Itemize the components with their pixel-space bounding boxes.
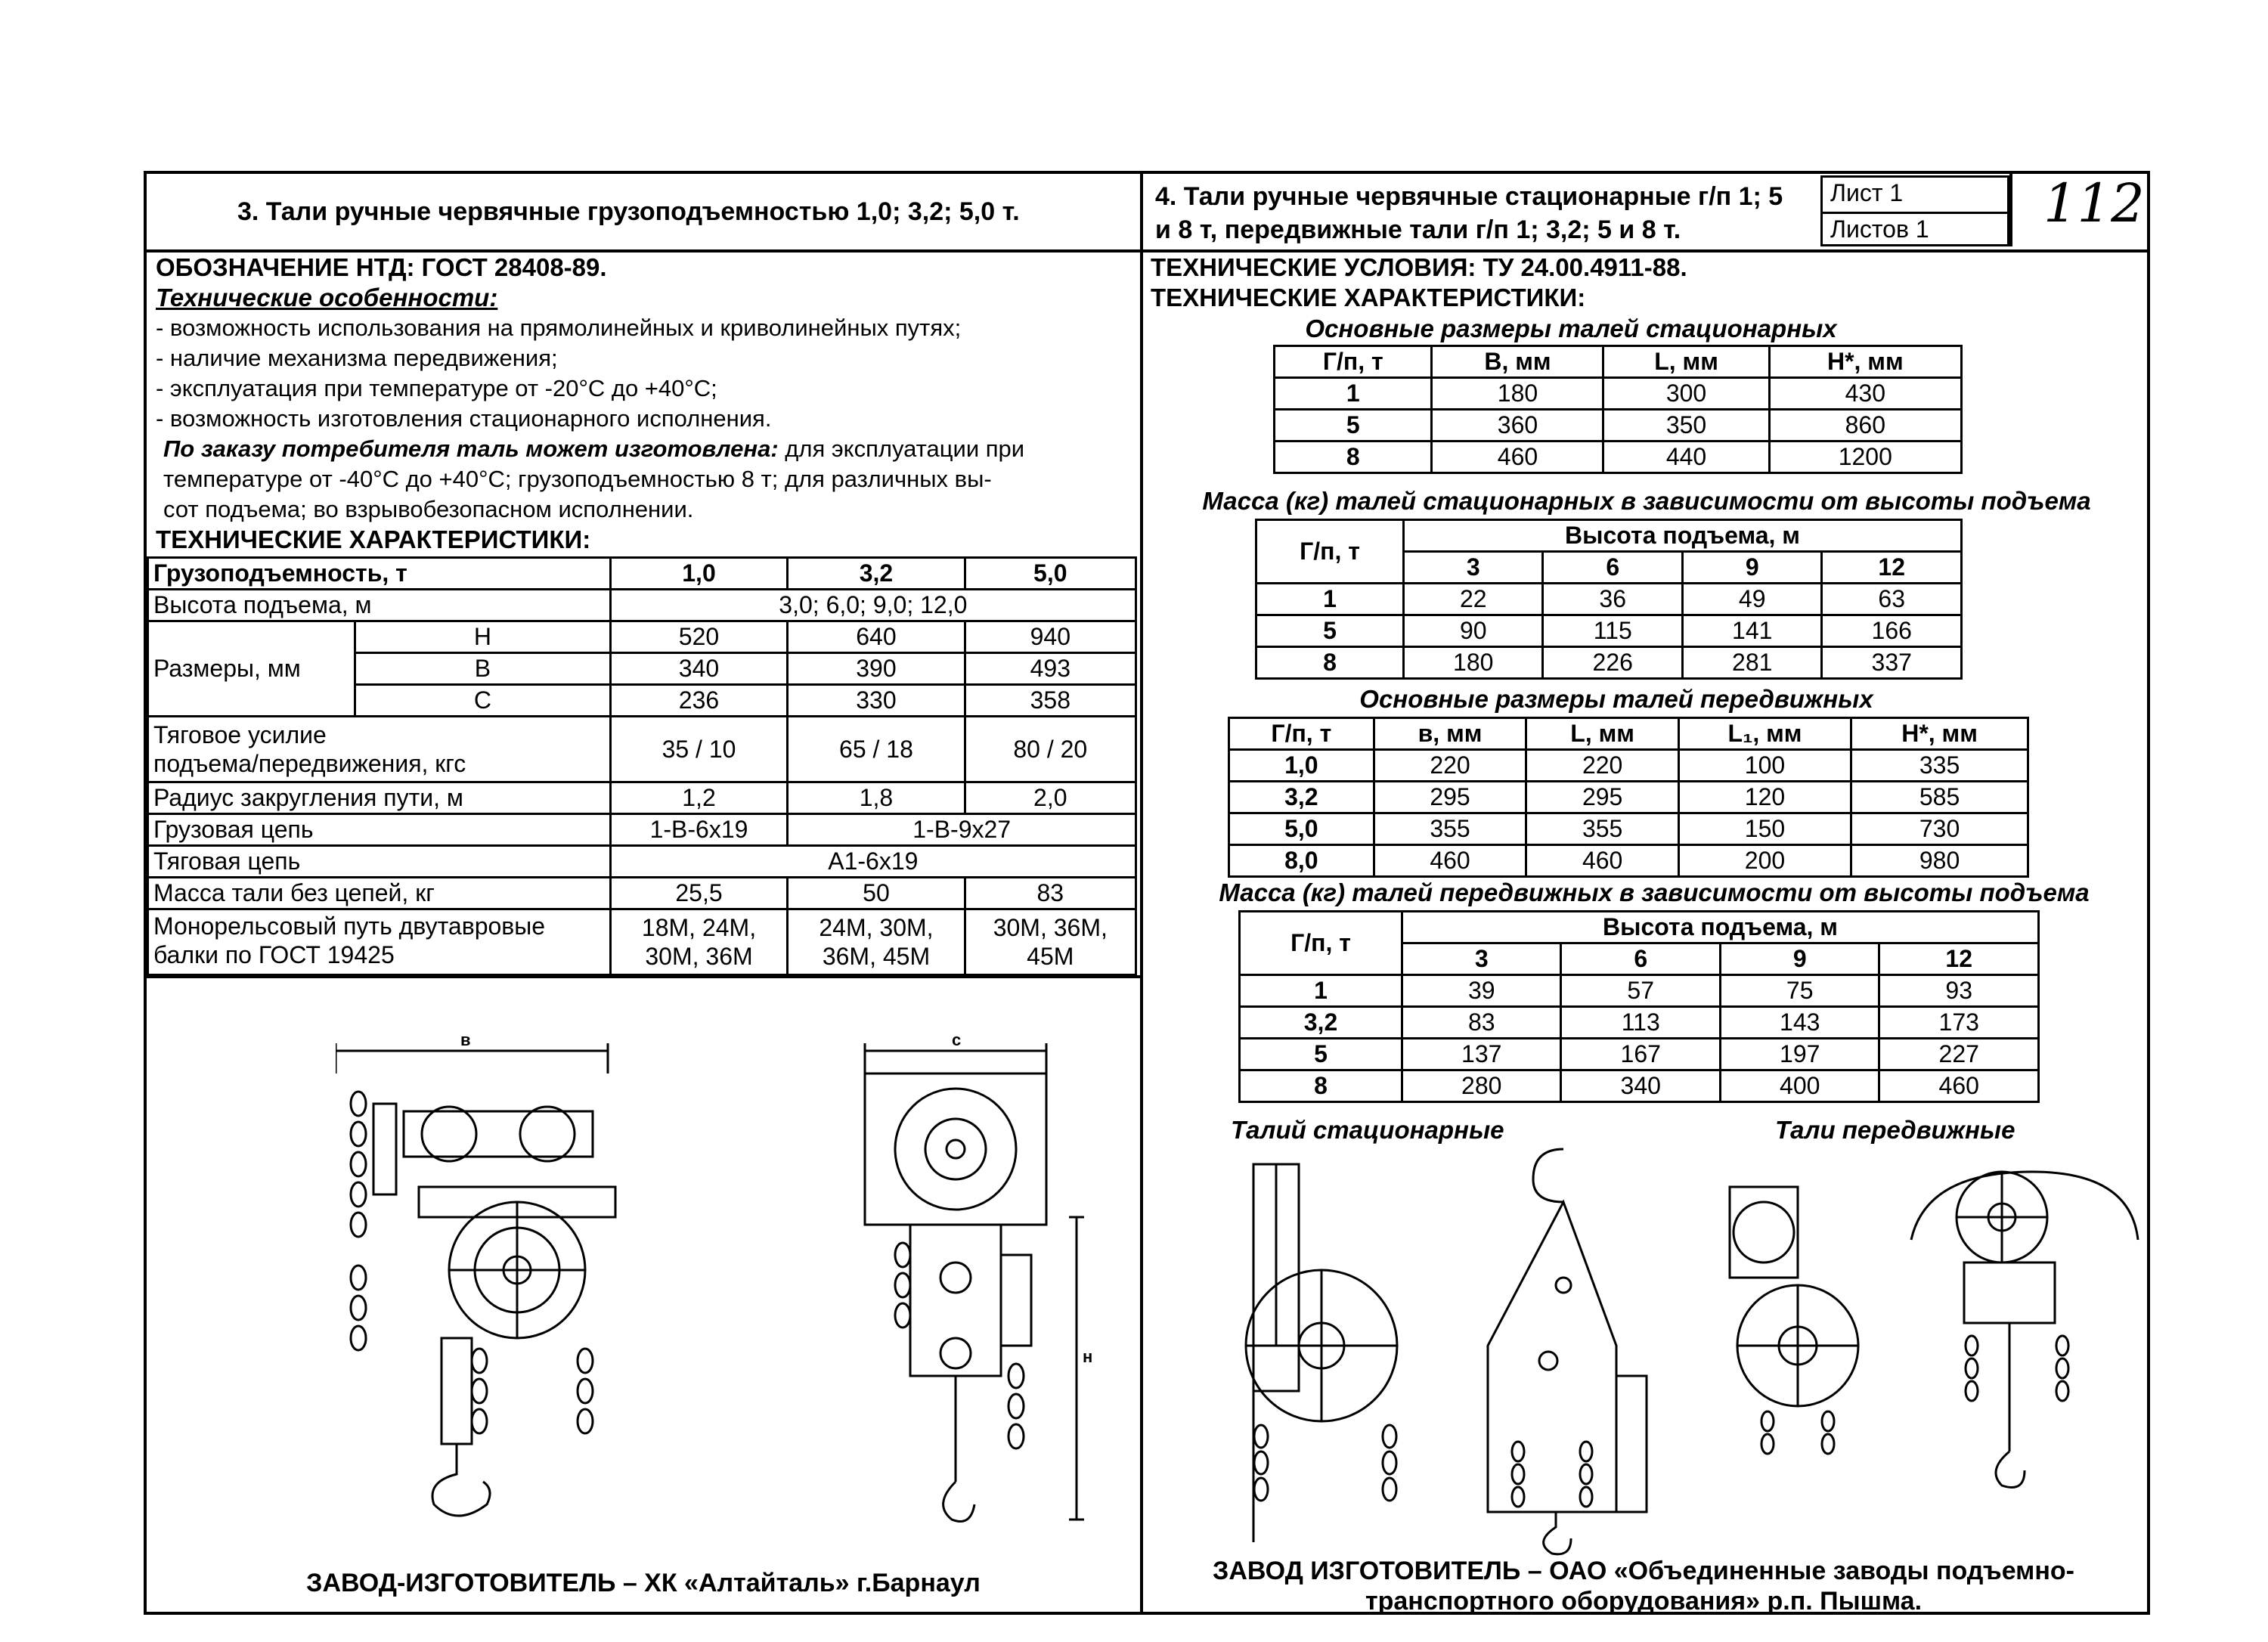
table-row: 8 180 226 281 337 bbox=[1256, 647, 1962, 679]
features-heading: Технические особенности: bbox=[156, 283, 498, 311]
left-footer: ЗАВОД-ИЗГОТОВИТЕЛЬ – ХК «Алтайталь» г.Барнаул bbox=[306, 1569, 981, 1597]
chain-center bbox=[472, 1349, 593, 1433]
head-1: 1,0 bbox=[610, 558, 788, 590]
table-row: 1 22 36 49 63 bbox=[1256, 584, 1962, 615]
t3-caption: Основные размеры талей передвижных bbox=[1359, 685, 1873, 713]
stationary-hoist-drawing-2 bbox=[1465, 1134, 1692, 1557]
table-row: 8 280 340 400 460 bbox=[1240, 1070, 2039, 1102]
dim-c-label: с bbox=[952, 1030, 962, 1049]
table-row: 1,0 220 220 100 335 bbox=[1229, 750, 2028, 782]
right-column bbox=[1140, 172, 2147, 1616]
order-line-2: температуре от -40°С до +40°С; грузоподъемностью 8 т; для различных вы- bbox=[163, 466, 992, 492]
table-row: Грузовая цепь 1-В-6х19 1-В-9х27 bbox=[148, 814, 1136, 846]
img-caption-stationary: Талий стационарные bbox=[1231, 1116, 1504, 1144]
order-line-3: сот подъема; во взрывобезопасном исполнении. bbox=[163, 496, 694, 522]
document-frame bbox=[144, 171, 2150, 1615]
chain-mobile-2 bbox=[1966, 1336, 2068, 1401]
table-row: 3 6 9 12 bbox=[1256, 552, 1962, 584]
t1-caption: Основные размеры талей стационарных bbox=[1305, 314, 1837, 342]
left-header bbox=[147, 174, 1140, 252]
table-row: 3,2 83 113 143 173 bbox=[1240, 1007, 2039, 1039]
sheet-number: Лист 1 bbox=[1820, 175, 2009, 212]
table-row: Тяговое усилие подъема/передвижения, кгс 35 / 10 65 / 18 80 / 20 bbox=[148, 717, 1136, 782]
table-row: Высота подъема, м 3,0; 6,0; 9,0; 12,0 bbox=[148, 590, 1136, 621]
page-number-handwritten: 112 bbox=[2043, 172, 2145, 234]
table-row bbox=[148, 558, 1136, 590]
table-row: 1 39 57 75 93 bbox=[1240, 975, 2039, 1007]
chain-stationary-2 bbox=[1512, 1442, 1592, 1507]
feature-2: - наличие механизма передвижения; bbox=[156, 345, 558, 371]
chain-stationary bbox=[1254, 1425, 1396, 1501]
drawing-divider bbox=[147, 975, 1140, 978]
table-row: 8,0 460 460 200 980 bbox=[1229, 845, 2028, 877]
feature-4: - возможность изготовления стационарного исполнения. bbox=[156, 405, 772, 432]
table-row: 3,2 295 295 120 585 bbox=[1229, 782, 2028, 813]
stationary-sizes-table bbox=[1273, 345, 1963, 474]
right-specs-heading: ТЕХНИЧЕСКИЕ ХАРАКТЕРИСТИКИ: bbox=[1151, 283, 1586, 311]
left-specs-heading: ТЕХНИЧЕСКИЕ ХАРАКТЕРИСТИКИ: bbox=[156, 525, 591, 553]
t2-caption: Масса (кг) талей стационарных в зависимости от высоты подъема bbox=[1202, 487, 2091, 515]
chain-left bbox=[351, 1092, 366, 1350]
head-capacity: Грузоподъемность, т bbox=[148, 558, 611, 590]
table-row: С 236 330 358 bbox=[148, 685, 1136, 717]
stationary-mass-table bbox=[1255, 519, 1963, 680]
mobile-sizes-table bbox=[1228, 717, 2029, 878]
table-row: Г/п, т В, мм L, мм Н*, мм bbox=[1275, 346, 1962, 378]
table-row: Масса тали без цепей, кг 25,5 50 83 bbox=[148, 878, 1136, 909]
table-row: Размеры, мм Н 520 640 940 bbox=[148, 621, 1136, 653]
head-3: 5,0 bbox=[965, 558, 1136, 590]
feature-3: - эксплуатация при температуре от -20°С до +40°С; bbox=[156, 375, 717, 401]
stationary-hoist-drawing-1 bbox=[1208, 1149, 1450, 1557]
table-row: Радиус закругления пути, м 1,2 1,8 2,0 bbox=[148, 782, 1136, 814]
dim-h-label: н bbox=[1083, 1347, 1093, 1366]
table-row: 5 137 167 197 227 bbox=[1240, 1039, 2039, 1070]
chain-mobile-1 bbox=[1761, 1411, 1834, 1454]
table-row: 3 6 9 12 bbox=[1240, 943, 2039, 975]
table-row: 5,0 355 355 150 730 bbox=[1229, 813, 2028, 845]
mobile-hoist-drawing-2 bbox=[1896, 1149, 2146, 1497]
table-row: 5 360 350 860 bbox=[1275, 410, 1962, 441]
right-title-1: 4. Тали ручные червячные стационарные г/п 1; 5 bbox=[1155, 182, 1783, 211]
sheet-count: Листов 1 bbox=[1820, 212, 2009, 246]
right-footer-2: транспортного оборудования» р.п. Пышма. bbox=[1365, 1587, 1923, 1616]
table-row: Г/п, т Высота подъема, м bbox=[1256, 520, 1962, 552]
table-row: 1 180 300 430 bbox=[1275, 378, 1962, 410]
table-row: Тяговая цепь А1-6х19 bbox=[148, 846, 1136, 878]
mobile-hoist-drawing-1 bbox=[1715, 1172, 1881, 1489]
order-paragraph bbox=[163, 434, 1131, 464]
table-row: Г/п, т Высота подъема, м bbox=[1240, 912, 2039, 943]
tu-line: ТЕХНИЧЕСКИЕ УСЛОВИЯ: ТУ 24.00.4911-88. bbox=[1151, 253, 1687, 281]
img-caption-mobile: Тали передвижные bbox=[1775, 1116, 2015, 1144]
right-footer-1: ЗАВОД ИЗГОТОВИТЕЛЬ – ОАО «Объединенные заводы подъемно- bbox=[1213, 1557, 2074, 1585]
left-title: 3. Тали ручные червячные грузоподъемностью 1,0; 3,2; 5,0 т. bbox=[237, 197, 1020, 226]
header-divider bbox=[2009, 174, 2012, 246]
order-line-1: для эксплуатации при bbox=[778, 435, 1025, 462]
order-lead: По заказу потребителя таль может изготовлена: bbox=[163, 435, 779, 462]
left-column bbox=[147, 174, 1143, 1612]
left-specs-table bbox=[147, 556, 1137, 976]
feature-1: - возможность использования на прямолинейных и криволинейных путях; bbox=[156, 314, 962, 341]
table-row: 5 90 115 141 166 bbox=[1256, 615, 1962, 647]
head-2: 3,2 bbox=[788, 558, 965, 590]
mobile-mass-table bbox=[1238, 910, 2040, 1103]
table-row: Монорельсовый путь двутавровые балки по ГОСТ 19425 18М, 24М, 30М, 36М 24М, 30М, 36М, 45М 30М, 36М, 45М bbox=[148, 909, 1136, 975]
right-title-2: и 8 т, передвижные тали г/п 1; 3,2; 5 и 8 т. bbox=[1155, 215, 1681, 244]
table-row: В 340 390 493 bbox=[148, 653, 1136, 685]
right-header bbox=[1140, 174, 2147, 252]
hoist-side-view-drawing bbox=[336, 1028, 820, 1527]
table-row: 8 460 440 1200 bbox=[1275, 441, 1962, 473]
table-row: Г/п, т в, мм L, мм L₁, мм Н*, мм bbox=[1229, 718, 2028, 750]
ntd-line: ОБОЗНАЧЕНИЕ НТД: ГОСТ 28408-89. bbox=[156, 253, 607, 281]
t4-caption: Масса (кг) талей передвижных в зависимости от высоты подъема bbox=[1219, 878, 2090, 906]
hoist-front-view-drawing bbox=[857, 1028, 1099, 1535]
dim-b-label: в bbox=[460, 1030, 471, 1049]
